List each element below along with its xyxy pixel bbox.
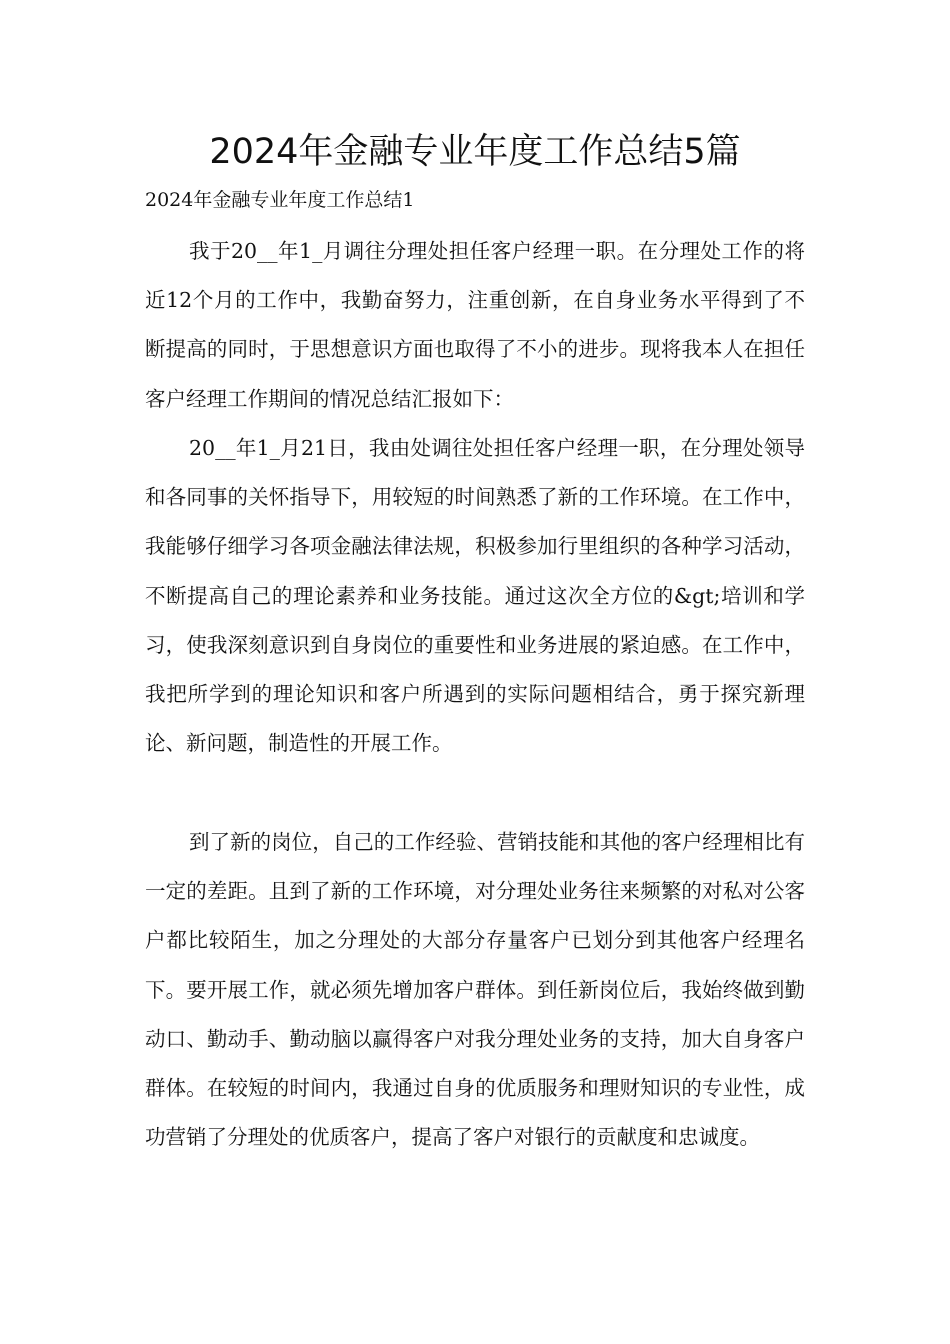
document-title: 2024年金融专业年度工作总结5篇	[209, 132, 741, 172]
paragraph-3: 到了新的岗位，自己的工作经验、营销技能和其他的客户经理相比有一定的差距。且到了新的工作环境，对分理处业务往来频繁的对私对公客户都比较陌生，加之分理处的大部分存量客户已划分到其他客户经理名下。要开展工作，就必须先增加客户群体。到任新岗位后，我始终做到勤动口、勤动手、勤动脑以赢得客户对我分理处业务的支持，加大自身客户群体。在较短的时间内，我通过自身的优质服务和理财知识的专业性，成功营销了分理处的优质客户，提高了客户对银行的贡献度和忠诚度。	[145, 830, 805, 1150]
section-title: 2024年金融专业年度工作总结1	[145, 189, 415, 211]
paragraph-1: 我于20__年1_月调往分理处担任客户经理一职。在分理处工作的将近12个月的工作中，我勤奋努力，注重创新，在自身业务水平得到了不断提高的同时，于思想意识方面也取得了不小的进步。现将我本人在担任客户经理工作期间的情况总结汇报如下：	[145, 239, 805, 411]
paragraph-2: 20__年1_月21日，我由处调往处担任客户经理一职，在分理处领导和各同事的关怀指导下，用较短的时间熟悉了新的工作环境。在工作中，我能够仔细学习各项金融法律法规，积极参加行里组织的各种学习活动，不断提高自己的理论素养和业务技能。通过这次全方位的&gt;培训和学习，使我深刻意识到自身岗位的重要性和业务进展的紧迫感。在工作中，我把所学到的理论知识和客户所遇到的实际问题相结合，勇于探究新理论、新问题，制造性的开展工作。	[145, 436, 805, 756]
